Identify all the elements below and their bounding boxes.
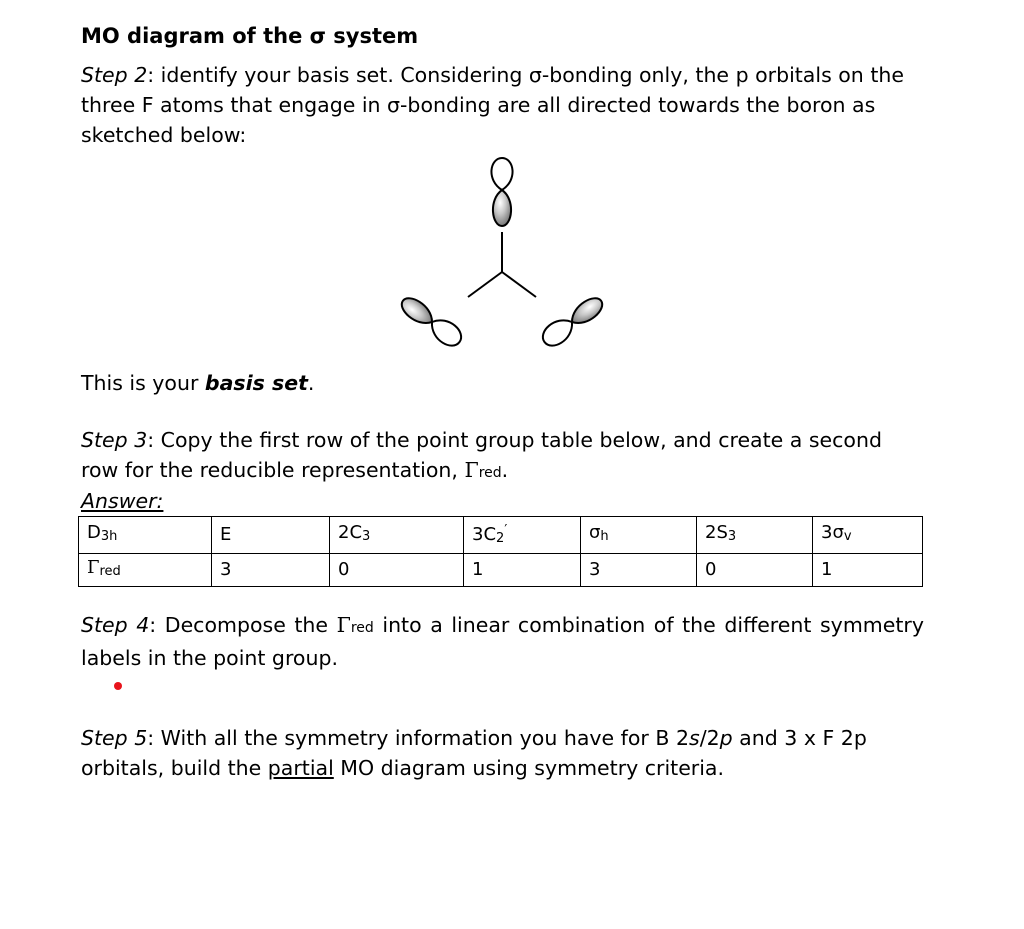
table-header-row bbox=[79, 517, 923, 554]
step3-gamma: Γ bbox=[464, 458, 479, 482]
left-p-orbital bbox=[397, 292, 466, 350]
answer-label: Answer: bbox=[81, 489, 164, 513]
step4-paragraph bbox=[81, 610, 924, 673]
step4-gamma-sub: red bbox=[350, 620, 374, 636]
table-cell: 3 bbox=[581, 554, 697, 587]
top-p-orbital bbox=[491, 158, 512, 226]
top-orbital-open-lobe bbox=[491, 158, 512, 190]
step3-end: . bbox=[501, 458, 509, 482]
step5-partial: partial bbox=[267, 756, 334, 780]
red-bullet-dot bbox=[114, 682, 122, 690]
table-cell: 0 bbox=[330, 554, 464, 587]
header-cell-3c2prime: 3C2′ bbox=[464, 517, 581, 554]
step4-text-a: : Decompose the bbox=[149, 613, 337, 637]
step5-s: s bbox=[689, 726, 700, 750]
step3-text: : Copy the first row of the point group table below, and create a second row for the reducible representation, bbox=[81, 428, 882, 482]
point-group-table bbox=[78, 516, 923, 587]
step4-gamma: Γ bbox=[336, 613, 351, 637]
header-cell-sigma-h: σh bbox=[581, 517, 697, 554]
row-label-gamma-red: Γred bbox=[79, 554, 212, 587]
basis-set-line bbox=[81, 368, 924, 398]
header-cell-e: E bbox=[212, 517, 330, 554]
step2-text: : identify your basis set. Considering σ-bonding only, the p orbitals on the three F atoms that engage in σ-bonding are all directed towards the boron as sketched below: bbox=[81, 63, 904, 147]
page-heading: MO diagram of the σ system bbox=[81, 24, 419, 48]
table-cell: 1 bbox=[813, 554, 923, 587]
header-cell-3sigma-v: 3σv bbox=[813, 517, 923, 554]
boron-bonds bbox=[468, 232, 536, 297]
step3-label: Step 3 bbox=[81, 428, 148, 452]
step5-p: p bbox=[719, 726, 733, 750]
table-cell: 0 bbox=[697, 554, 813, 587]
step5-slash: /2 bbox=[699, 726, 720, 750]
table-gamma-row bbox=[79, 554, 923, 587]
header-cell-2c3: 2C3 bbox=[330, 517, 464, 554]
step5-text-c: MO diagram using symmetry criteria. bbox=[333, 756, 725, 780]
step3-gamma-sub: red bbox=[478, 465, 502, 481]
step5-paragraph bbox=[81, 723, 924, 783]
step5-text-a: : With all the symmetry information you have for B 2 bbox=[147, 726, 689, 750]
step2-label: Step 2 bbox=[81, 63, 148, 87]
step5-label: Step 5 bbox=[81, 726, 148, 750]
basis-emph: basis set bbox=[204, 371, 308, 395]
header-cell-d3h: D3h bbox=[79, 517, 212, 554]
step5-text-b: and 3 x F 2p orbitals, build the bbox=[81, 726, 867, 780]
basis-prefix: This is your bbox=[81, 371, 205, 395]
header-cell-2s3: 2S3 bbox=[697, 517, 813, 554]
table-cell: 3 bbox=[212, 554, 330, 587]
basis-suffix: . bbox=[307, 371, 315, 395]
top-orbital-shaded-lobe bbox=[493, 190, 511, 226]
step4-label: Step 4 bbox=[81, 613, 150, 637]
step3-paragraph bbox=[81, 425, 924, 488]
step4-text-b: into a linear combination of the different symmetry labels in the point group. bbox=[81, 613, 924, 670]
right-p-orbital bbox=[538, 292, 607, 350]
table-cell: 1 bbox=[464, 554, 581, 587]
